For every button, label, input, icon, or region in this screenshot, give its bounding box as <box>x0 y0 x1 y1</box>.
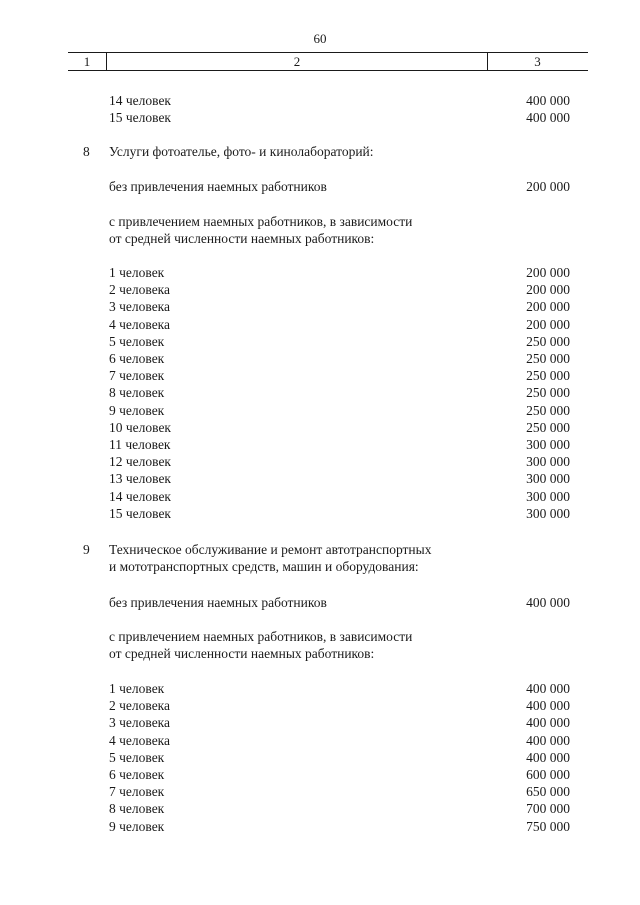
table-row <box>0 367 640 384</box>
row-label: 13 человек <box>109 471 171 487</box>
table-row <box>0 316 640 333</box>
row-value: 250 000 <box>526 402 570 418</box>
row-value: 250 000 <box>526 385 570 401</box>
row-value: 200 000 <box>526 299 570 315</box>
table-row <box>0 453 640 470</box>
row-value: 250 000 <box>526 333 570 349</box>
section-8-title-row <box>0 143 640 160</box>
row-label: 8 человек <box>109 385 165 401</box>
row-value: 400 000 <box>526 732 570 748</box>
table-row <box>0 783 640 800</box>
row-label: 14 человек <box>109 488 171 504</box>
table-row <box>0 800 640 817</box>
table-row <box>0 350 640 367</box>
table-row <box>0 697 640 714</box>
column-header-2: 2 <box>106 53 488 70</box>
row-label: 9 человек <box>109 402 165 418</box>
row-label: 9 человек <box>109 818 165 834</box>
table-row <box>0 732 640 749</box>
row-label: 7 человек <box>109 368 165 384</box>
table-row <box>0 749 640 766</box>
row-label: 4 человека <box>109 316 171 332</box>
row-label: 6 человек <box>109 351 165 366</box>
row-value: 400 000 <box>526 715 570 731</box>
table-row <box>0 109 640 126</box>
table-row <box>0 436 640 453</box>
row-label: 10 человек <box>109 419 171 435</box>
row-value: 250 000 <box>526 368 570 384</box>
no-hire-label: без привлечения наемных работников <box>109 595 327 610</box>
row-value: 300 000 <box>526 471 570 487</box>
table-row <box>0 281 640 298</box>
row-value: 200 000 <box>526 316 570 332</box>
row-value: 200 000 <box>526 282 570 298</box>
table-row <box>0 384 640 401</box>
no-hire-row <box>0 594 640 611</box>
row-label: 12 человек <box>109 454 171 470</box>
row-label: 1 человек <box>109 265 165 280</box>
table-row <box>0 714 640 731</box>
row-value: 300 000 <box>526 505 570 521</box>
row-value: 300 000 <box>526 488 570 504</box>
table-row <box>0 298 640 315</box>
row-label: 6 человек <box>109 767 165 782</box>
row-label: 2 человека <box>109 282 171 298</box>
table-row <box>0 333 640 350</box>
table-row <box>0 818 640 835</box>
no-hire-label: без привлечения наемных работников <box>109 179 327 194</box>
column-header-row <box>68 52 588 71</box>
hire-text: от средней численности наемных работников: <box>109 231 375 246</box>
table-row <box>0 402 640 419</box>
section-title-line-1: Техническое обслуживание и ремонт автотранспортных <box>109 542 432 557</box>
table-row <box>0 680 640 697</box>
section-title-line-2: и мототранспортных средств, машин и оборудования: <box>109 559 419 574</box>
row-label: 4 человека <box>109 732 171 748</box>
row-value: 400 000 <box>526 698 570 714</box>
hire-text: с привлечением наемных работников, в зависимости <box>109 629 413 644</box>
hire-line-2 <box>0 230 640 247</box>
row-value: 200 000 <box>526 265 570 280</box>
row-value: 600 000 <box>526 767 570 782</box>
no-hire-value: 200 000 <box>526 179 570 194</box>
column-header-3: 3 <box>534 54 541 69</box>
row-value: 650 000 <box>526 784 570 800</box>
row-label: 14 человек <box>109 93 171 108</box>
row-label: 7 человек <box>109 784 165 800</box>
row-value: 400 000 <box>526 93 570 108</box>
section-number: 9 <box>83 542 90 557</box>
no-hire-row <box>0 178 640 195</box>
row-value: 750 000 <box>526 818 570 834</box>
row-value: 400 000 <box>526 681 570 696</box>
column-header-1: 1 <box>83 54 91 69</box>
section-9-title-row-2 <box>0 558 640 575</box>
row-label: 15 человек <box>109 110 171 125</box>
table-row <box>0 264 640 281</box>
table-row <box>0 505 640 522</box>
row-label: 2 человека <box>109 698 171 714</box>
row-value: 250 000 <box>526 351 570 366</box>
row-label: 5 человек <box>109 333 165 349</box>
row-value: 400 000 <box>526 749 570 765</box>
table-row <box>0 766 640 783</box>
row-label: 3 человека <box>109 715 171 731</box>
row-value: 250 000 <box>526 419 570 435</box>
row-label: 11 человек <box>109 437 171 452</box>
row-label: 8 человек <box>109 801 165 817</box>
hire-text: от средней численности наемных работников: <box>109 646 375 661</box>
row-label: 1 человек <box>109 681 165 696</box>
hire-text: с привлечением наемных работников, в зависимости <box>109 214 413 229</box>
row-label: 15 человек <box>109 505 171 521</box>
page-number: 60 <box>313 31 327 46</box>
hire-line-1 <box>0 628 640 645</box>
section-number: 8 <box>83 144 90 159</box>
row-value: 300 000 <box>526 454 570 470</box>
table-row <box>0 470 640 487</box>
row-label: 5 человек <box>109 749 165 765</box>
table-row <box>0 92 640 109</box>
table-row <box>0 419 640 436</box>
row-label: 3 человека <box>109 299 171 315</box>
row-value: 300 000 <box>526 437 570 452</box>
section-title: Услуги фотоателье, фото- и кинолабораторий: <box>109 144 374 159</box>
row-value: 700 000 <box>526 801 570 817</box>
row-value: 400 000 <box>526 110 570 125</box>
table-row <box>0 488 640 505</box>
hire-line-2 <box>0 645 640 662</box>
hire-line-1 <box>0 213 640 230</box>
no-hire-value: 400 000 <box>526 595 570 610</box>
section-9-title-row <box>0 541 640 558</box>
